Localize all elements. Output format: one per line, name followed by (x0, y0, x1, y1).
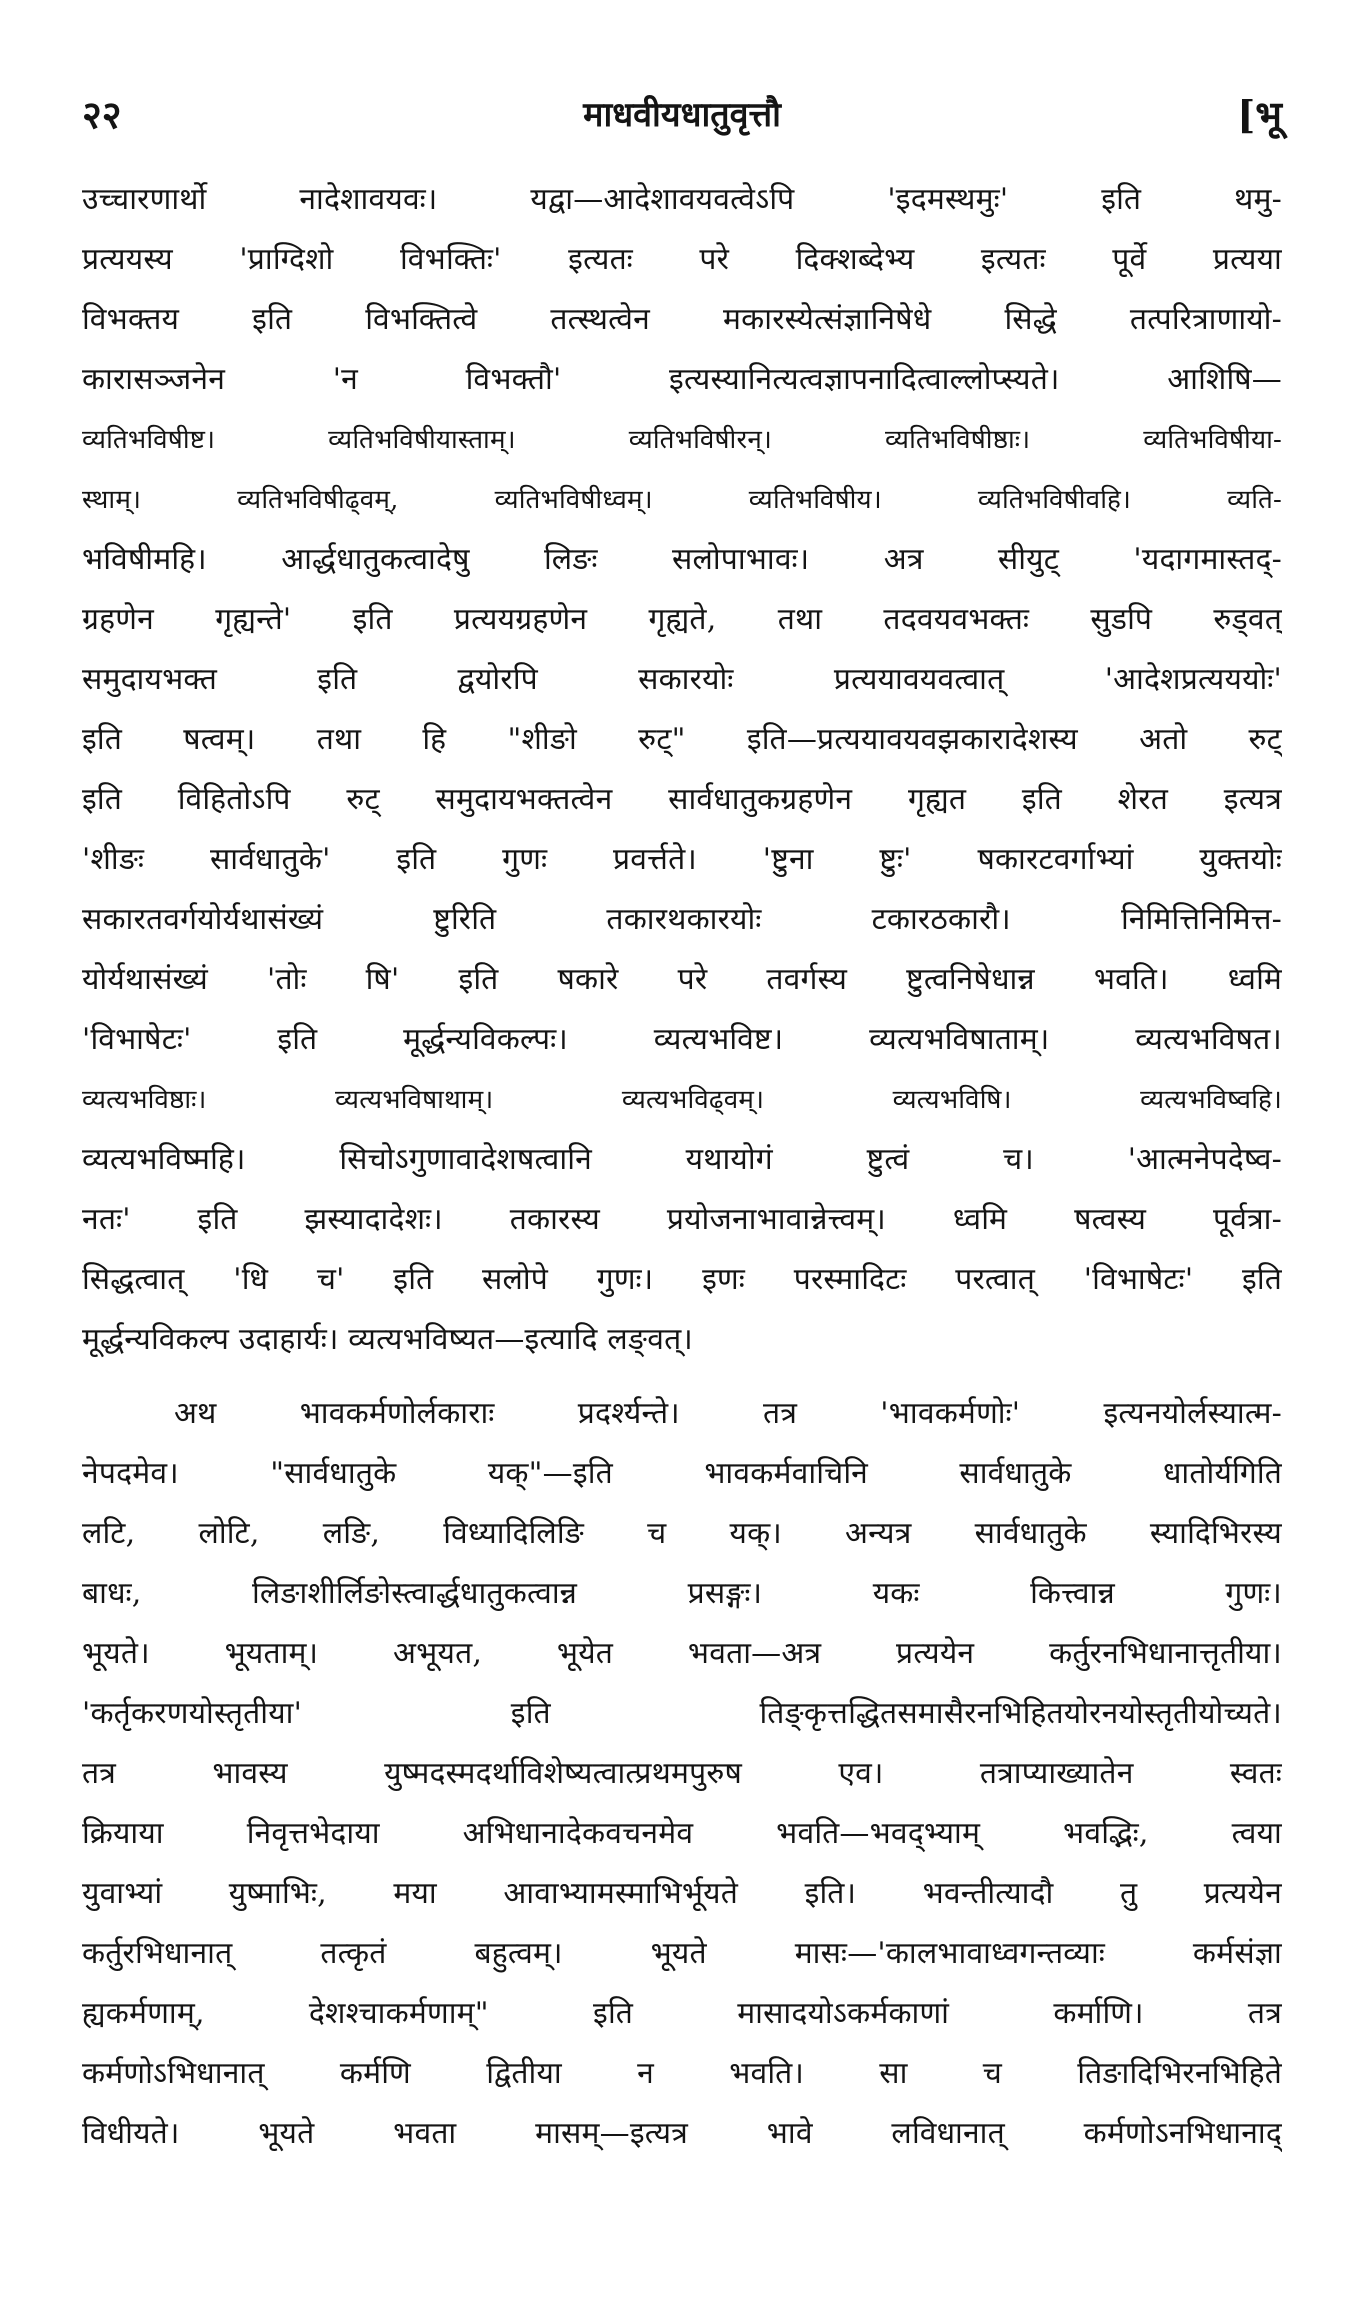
text-line: भूयते। भूयताम्। अभूयत, भूयेत भवता—अत्र प्रत्ययेन कर्तुरनभिधानात्तृतीया। (82, 1636, 1282, 1671)
text-line: मूर्द्धन्यविकल्प उदाहार्यः। व्यत्यभविष्यत—इत्यादि लङ्वत्। (82, 1322, 693, 1357)
text-line: विधीयते। भूयते भवता मासम्—इत्यत्र भावे लविधानात् कर्मणोऽनभिधानाद् (82, 2116, 1282, 2151)
text-line: युवाभ्यां युष्माभिः, मया आवाभ्यामस्माभिर्भूयते इति। भवन्तीत्यादौ तु प्रत्ययेन (82, 1876, 1282, 1911)
text-line: प्रत्ययस्य 'प्राग्दिशो विभक्तिः' इत्यतः परे दिक्शब्देभ्य इत्यतः पूर्वे प्रत्यया (82, 242, 1282, 277)
page-header (82, 88, 1282, 148)
section-marker: [भू (1237, 92, 1282, 137)
text-line: विभक्तय इति विभक्तित्वे तत्स्थत्वेन मकारस्येत्संज्ञानिषेधे सिद्धे तत्परित्राणायो- (82, 302, 1282, 337)
text-line: ग्रहणेन गृह्यन्ते' इति प्रत्ययग्रहणेन गृह्यते, तथा तदवयवभक्तः सुडपि रुड्वत् (82, 602, 1282, 637)
text-line: सकारतवर्गयोर्यथासंख्यं ष्टुरिति तकारथकारयोः टकारठकारौ। निमित्तिनिमित्त- (82, 902, 1282, 937)
text-line: अथ भावकर्मणोर्लकाराः प्रदर्श्यन्ते। तत्र 'भावकर्मणोः' इत्यनयोर्लस्यात्म- (174, 1396, 1282, 1431)
text-line: क्रियाया निवृत्तभेदाया अभिधानादेकवचनमेव भवति—भवद्भ्याम् भवद्भिः, त्वया (82, 1816, 1282, 1851)
text-line: नेपदमेव। "सार्वधातुके यक्"—इति भावकर्मवाचिनि सार्वधातुके धातोर्यगिति (82, 1456, 1282, 1491)
text-line: समुदायभक्त इति द्वयोरपि सकारयोः प्रत्ययावयवत्वात् 'आदेशप्रत्यययोः' (82, 662, 1282, 697)
page-number: २२ (82, 92, 122, 137)
text-line: भविषीमहि। आर्द्धधातुकत्वादेषु लिङः सलोपाभावः। अत्र सीयुट् 'यदागमास्तद्- (82, 542, 1282, 577)
text-line: 'कर्तृकरणयोस्तृतीया' इति तिङ्कृत्तद्धितसमासैरनभिहितयोरनयोस्तृतीयोच्यते। (82, 1696, 1282, 1731)
text-line: नतः' इति झस्यादादेशः। तकारस्य प्रयोजनाभावान्नेत्त्वम्। ध्वमि षत्वस्य पूर्वत्रा- (82, 1202, 1282, 1237)
text-line: कारासञ्जनेन 'न विभक्तौ' इत्यस्यानित्यत्वज्ञापनादित्वाल्लोप्स्यते। आशिषि— (82, 362, 1282, 397)
text-line: व्यतिभविषीष्ट। व्यतिभविषीयास्ताम्। व्यतिभविषीरन्। व्यतिभविषीष्ठाः। व्यतिभविषीया- (82, 425, 1282, 455)
body-text (82, 170, 1282, 2164)
text-line: लटि, लोटि, लङि, विध्यादिलिङि च यक्। अन्यत्र सार्वधातुके स्यादिभिरस्य (82, 1516, 1282, 1551)
text-line: सिद्धत्वात् 'धि च' इति सलोपे गुणः। इणः परस्मादिटः परत्वात् 'विभाषेटः' इति (82, 1262, 1282, 1297)
text-line: उच्चारणार्थो नादेशावयवः। यद्वा—आदेशावयवत्वेऽपि 'इदमस्थमुः' इति थमु- (82, 182, 1282, 217)
text-line: 'शीङः सार्वधातुके' इति गुणः प्रवर्त्तते। 'ष्टुना ष्टुः' षकारटवर्गाभ्यां युक्तयोः (82, 842, 1282, 877)
text-line: योर्यथासंख्यं 'तोः षि' इति षकारे परे तवर्गस्य ष्टुत्वनिषेधान्न भवति। ध्वमि (82, 962, 1282, 997)
running-title: माधवीयधातुवृत्तौ (583, 95, 781, 135)
text-line: कर्मणोऽभिधानात् कर्मणि द्वितीया न भवति। सा च तिङादिभिरनभिहिते (82, 2056, 1282, 2091)
text-line: 'विभाषेटः' इति मूर्द्धन्यविकल्पः। व्यत्यभविष्ट। व्यत्यभविषाताम्। व्यत्यभविषत। (82, 1022, 1282, 1057)
paragraph-2 (82, 1384, 1282, 2164)
text-line: बाधः, लिङाशीर्लिङोस्त्वार्द्धधातुकत्वान्न प्रसङ्गः। यकः कित्त्वान्न गुणः। (82, 1576, 1282, 1611)
text-line: कर्तुरभिधानात् तत्कृतं बहुत्वम्। भूयते मासः—'कालभावाध्वगन्तव्याः कर्मसंज्ञा (82, 1936, 1282, 1971)
text-line: तत्र भावस्य युष्मदस्मदर्थाविशेष्यत्वात्प्रथमपुरुष एव। तत्राप्याख्यातेन स्वतः (82, 1756, 1282, 1791)
text-line: व्यत्यभविष्ठाः। व्यत्यभविषाथाम्। व्यत्यभविढ्वम्। व्यत्यभविषि। व्यत्यभविष्वहि। (82, 1085, 1282, 1115)
text-line: व्यत्यभविष्महि। सिचोऽगुणावादेशषत्वानि यथायोगं ष्टुत्वं च। 'आत्मनेपदेष्व- (82, 1142, 1282, 1177)
text-line: ह्यकर्मणाम्, देशश्चाकर्मणाम्" इति मासादयोऽकर्मकाणां कर्माणि। तत्र (82, 1996, 1282, 2031)
paragraph-1 (82, 170, 1282, 1370)
text-line: स्थाम्। व्यतिभविषीढ्वम्, व्यतिभविषीध्वम्। व्यतिभविषीय। व्यतिभविषीवहि। व्यति- (82, 485, 1282, 515)
text-line: इति षत्वम्। तथा हि "शीङो रुट्" इति—प्रत्ययावयवझकारादेशस्य अतो रुट् (82, 722, 1282, 757)
text-line: इति विहितोऽपि रुट् समुदायभक्तत्वेन सार्वधातुकग्रहणेन गृह्यत इति शेरत इत्यत्र (82, 782, 1282, 817)
